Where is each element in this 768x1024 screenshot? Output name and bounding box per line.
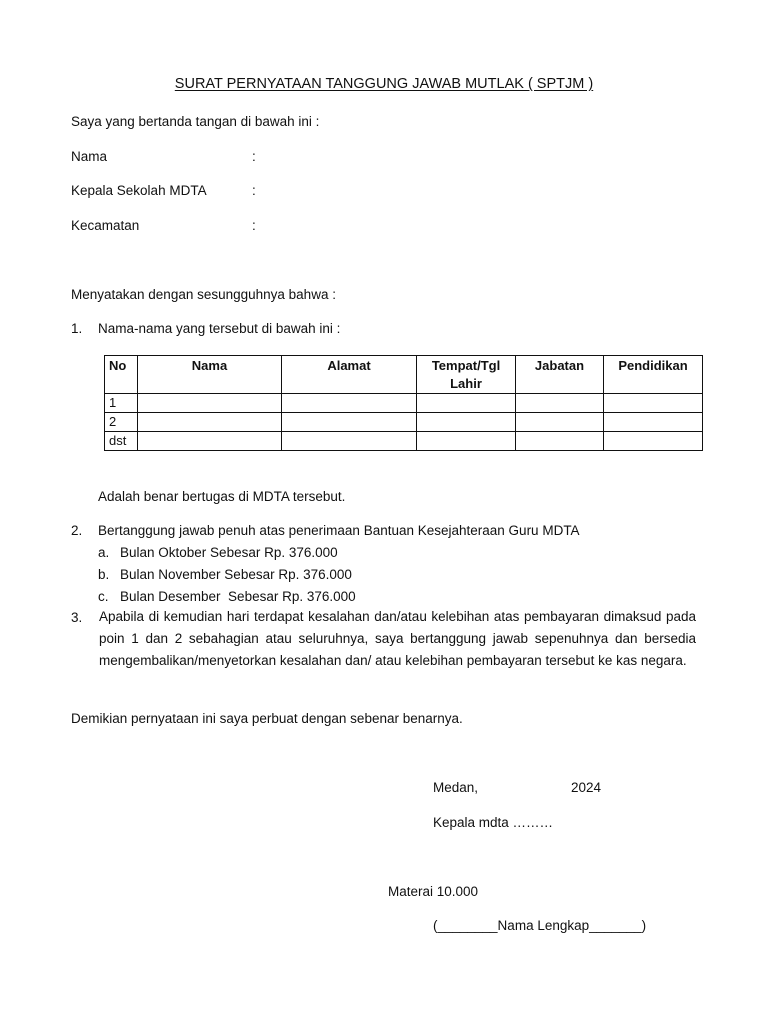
table-header-row	[105, 356, 703, 394]
column-header-alamat: Alamat	[282, 356, 417, 394]
cell-tempat-tgl-lahir	[417, 394, 516, 413]
field-colon-kepala-sekolah: :	[252, 183, 256, 198]
cell-no: dst	[105, 432, 138, 451]
cell-tempat-tgl-lahir	[417, 432, 516, 451]
field-label-kepala-sekolah: Kepala Sekolah MDTA	[71, 183, 207, 198]
after-table-text: Adalah benar bertugas di MDTA tersebut.	[98, 489, 346, 504]
cell-jabatan	[516, 413, 604, 432]
cell-alamat	[282, 432, 417, 451]
subitem-b-text: Bulan November Sebesar Rp. 376.000	[120, 567, 352, 582]
cell-nama	[138, 413, 282, 432]
table-row	[105, 432, 703, 451]
declaration-text: Menyatakan dengan sesungguhnya bahwa :	[71, 287, 336, 302]
subitem-c-letter: c.	[98, 589, 109, 604]
closing-text: Demikian pernyataan ini saya perbuat dengan sebenar benarnya.	[71, 711, 463, 726]
column-header-tempat-tgl-lahir: Tempat/Tgl Lahir	[417, 356, 516, 394]
column-header-no: No	[105, 356, 138, 394]
cell-pendidikan	[604, 413, 703, 432]
signature-name-line: (________Nama Lengkap_______)	[433, 918, 647, 933]
point-2-text: Bertanggung jawab penuh atas penerimaan Bantuan Kesejahteraan Guru MDTA	[98, 523, 580, 538]
signature-year: 2024	[571, 780, 602, 795]
cell-no: 2	[105, 413, 138, 432]
point-1-number: 1.	[71, 321, 83, 336]
field-colon-kecamatan: :	[252, 218, 256, 233]
cell-nama	[138, 394, 282, 413]
subitem-c-text: Bulan Desember Sebesar Rp. 376.000	[120, 589, 356, 604]
cell-jabatan	[516, 432, 604, 451]
intro-text: Saya yang bertanda tangan di bawah ini :	[71, 114, 320, 129]
subitem-b-letter: b.	[98, 567, 110, 582]
cell-pendidikan	[604, 394, 703, 413]
table-row	[105, 394, 703, 413]
subitem-a-letter: a.	[98, 545, 110, 560]
table-row	[105, 413, 703, 432]
cell-tempat-tgl-lahir	[417, 413, 516, 432]
point-3-number: 3.	[71, 610, 83, 625]
cell-pendidikan	[604, 432, 703, 451]
signature-city: Medan,	[433, 780, 479, 795]
point-3-text: Apabila di kemudian hari terdapat kesalahan dan/atau kelebihan atas pembayaran dimaksud pada poin 1 dan 2 sebahagian atau seluruhnya, saya bertanggung jawab sepenuhnya dan bersedia mengembalikan/menyetorkan kesalahan dan/ atau kelebihan pembayaran tersebut ke kas negara.	[99, 609, 696, 668]
subitem-a-text: Bulan Oktober Sebesar Rp. 376.000	[120, 545, 338, 560]
signature-position: Kepala mdta ………	[433, 815, 554, 830]
field-colon-nama: :	[252, 149, 256, 164]
point-2-number: 2.	[71, 523, 83, 538]
cell-jabatan	[516, 394, 604, 413]
cell-no: 1	[105, 394, 138, 413]
field-label-kecamatan: Kecamatan	[71, 218, 140, 233]
members-table	[104, 355, 703, 451]
cell-alamat	[282, 413, 417, 432]
cell-alamat	[282, 394, 417, 413]
point-1-text: Nama-nama yang tersebut di bawah ini :	[98, 321, 341, 336]
column-header-jabatan: Jabatan	[516, 356, 604, 394]
document-title: SURAT PERNYATAAN TANGGUNG JAWAB MUTLAK ( SPTJM )	[174, 76, 594, 92]
stamp-duty-label: Materai 10.000	[388, 884, 479, 899]
column-header-nama: Nama	[138, 356, 282, 394]
cell-nama	[138, 432, 282, 451]
column-header-pendidikan: Pendidikan	[604, 356, 703, 394]
field-label-nama: Nama	[71, 149, 108, 164]
